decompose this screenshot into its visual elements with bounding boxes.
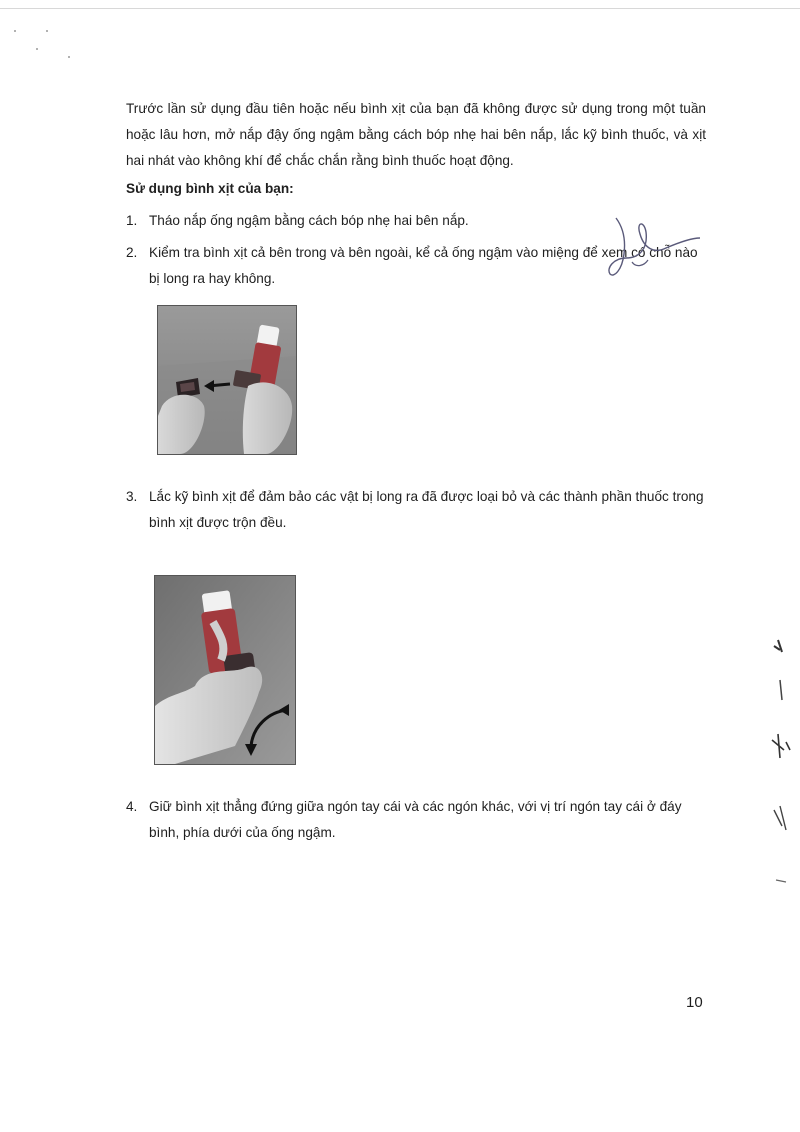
scan-speck — [68, 56, 70, 58]
photo-shake-inhaler-illustration — [155, 576, 295, 764]
step-number: 2. — [126, 245, 138, 260]
margin-scribble — [760, 630, 800, 900]
step-number: 3. — [126, 489, 138, 504]
photo-remove-cap-illustration — [158, 306, 296, 454]
step-4 — [126, 794, 706, 846]
intro-paragraph: Trước lần sử dụng đầu tiên hoặc nếu bình xịt của bạn đã không được sử dụng trong một tuần hoặc lâu hơn, mở nắp đậy ống ngậm bằng cách bóp nhẹ hai bên nắp, lắc kỹ bình thuốc, và xịt hai nhát vào không khí để chắc chắn rằng bình thuốc hoạt động. — [126, 101, 706, 168]
step-text: Kiểm tra bình xịt cả bên trong và bên ngoài, kể cả ống ngậm vào miệng để xem có chỗ nào bị long ra hay không. — [149, 245, 698, 286]
scan-speck — [14, 30, 16, 32]
handwritten-signature — [596, 208, 706, 288]
step-3 — [126, 484, 706, 536]
photo-remove-cap — [157, 305, 297, 455]
step-text: Giữ bình xịt thẳng đứng giữa ngón tay cái và các ngón khác, với vị trí ngón tay cái ở đáy bình, phía dưới của ống ngậm. — [149, 799, 682, 840]
section-heading: Sử dụng bình xịt của bạn: — [126, 181, 294, 196]
step-text: Lắc kỹ bình xịt để đảm bảo các vật bị long ra đã được loại bỏ và các thành phần thuốc trong bình xịt được trộn đều. — [149, 489, 704, 530]
page-number: 10 — [686, 994, 703, 1011]
scan-speck — [46, 30, 48, 32]
step-text: Tháo nắp ống ngậm bằng cách bóp nhẹ hai bên nắp. — [149, 213, 469, 228]
top-rule — [0, 8, 800, 9]
photo-shake-inhaler — [154, 575, 296, 765]
scan-speck — [36, 48, 38, 50]
step-number: 1. — [126, 213, 138, 228]
step-number: 4. — [126, 799, 138, 814]
